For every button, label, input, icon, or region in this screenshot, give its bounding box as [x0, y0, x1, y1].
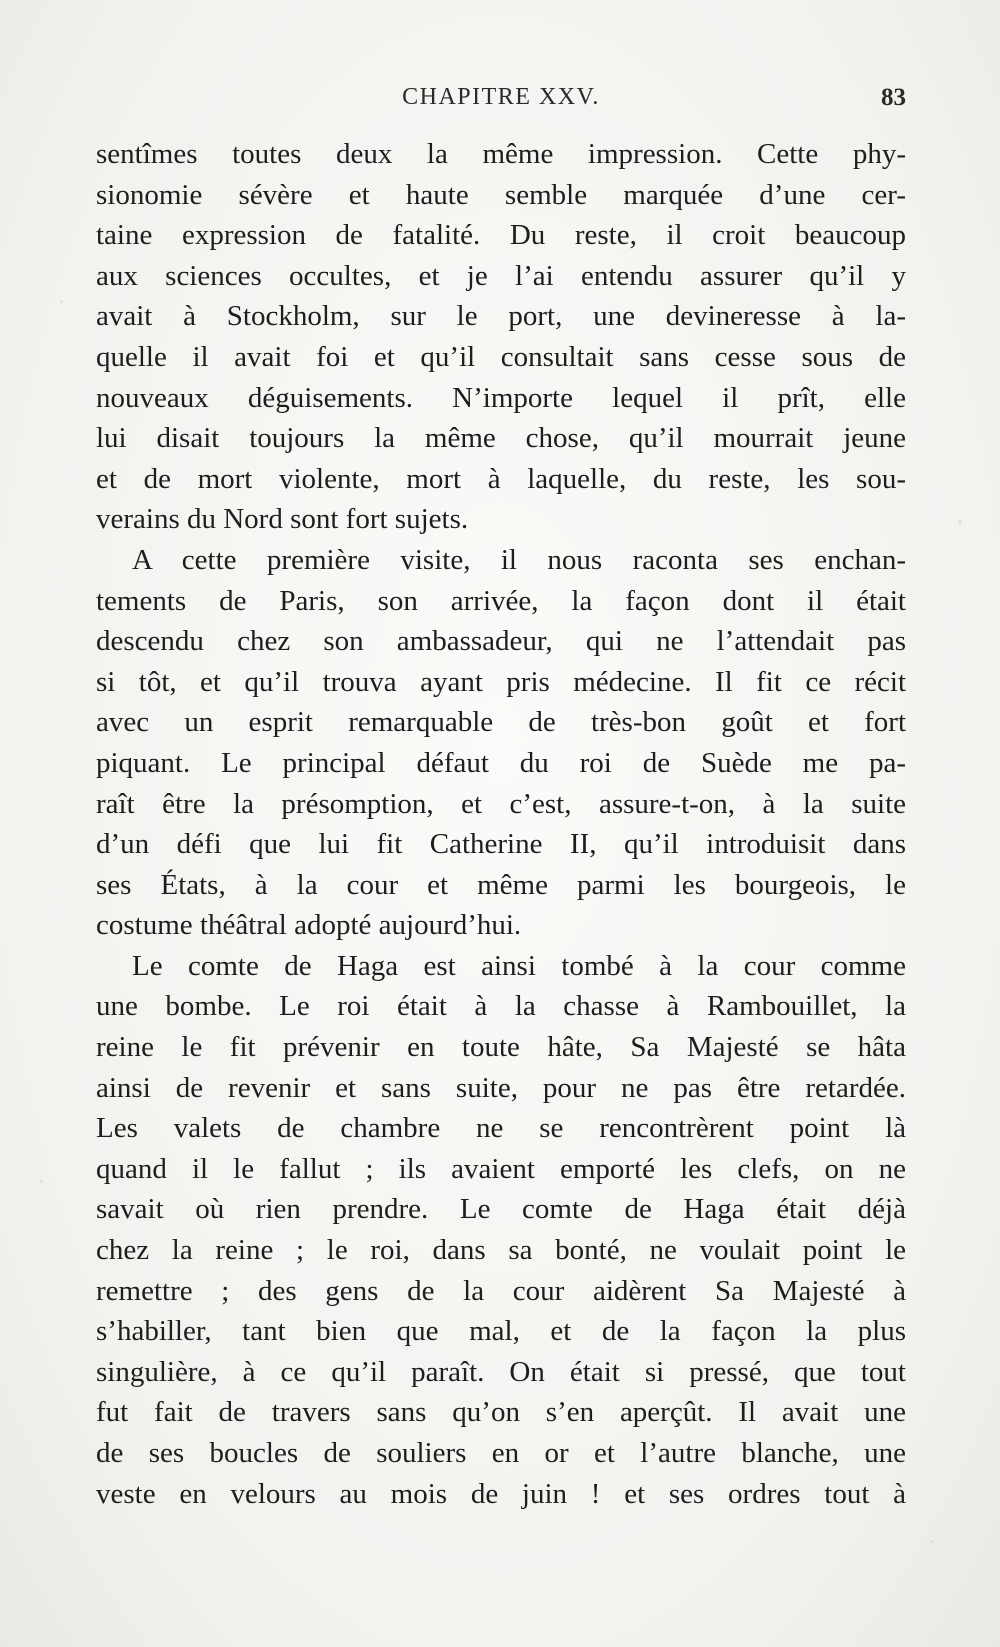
text-line: ainsi de revenir et sans suite, pour ne pas être retardée. [96, 1071, 906, 1104]
text-line: Le comte de Haga est ainsi tombé à la cour comme [132, 949, 906, 982]
text-line: sionomie sévère et haute semble marquée d’une cer- [96, 178, 906, 211]
text-line: ses États, à la cour et même parmi les bourgeois, le [96, 868, 906, 901]
chapter-title: CHAPITRE XXV. [402, 84, 600, 110]
text-line: singulière, à ce qu’il paraît. On était si pressé, que tout [96, 1355, 906, 1388]
text-line: descendu chez son ambassadeur, qui ne l’attendait pas [96, 625, 906, 658]
text-line: taine expression de fatalité. Du reste, il croit beaucoup [96, 219, 906, 252]
running-head [96, 84, 906, 120]
text-line: quelle il avait foi et qu’il consultait sans cesse sous de [96, 340, 906, 373]
text-line: de ses boucles de souliers en or et l’autre blanche, une [96, 1437, 906, 1469]
text-line: quand il le fallut ; ils avaient emporté les clefs, on ne [96, 1152, 906, 1185]
text-line: chez la reine ; le roi, dans sa bonté, ne voulait point le [96, 1234, 906, 1267]
text-line: fut fait de travers sans qu’on s’en aperçût. Il avait une [96, 1396, 906, 1429]
text-line: veste en velours au mois de juin ! et ses ordres tout à [96, 1477, 906, 1510]
text-line: avec un esprit remarquable de très-bon goût et fort [96, 706, 906, 739]
body-text [96, 134, 906, 1514]
text-line: lui disait toujours la même chose, qu’il mourrait jeune [96, 422, 906, 455]
text-line: si tôt, et qu’il trouva ayant pris médecine. Il fit ce récit [96, 665, 906, 698]
paper-speck [930, 1540, 933, 1543]
text-line: une bombe. Le roi était à la chasse à Rambouillet, la [96, 990, 906, 1023]
text-line: avait à Stockholm, sur le port, une devineresse à la- [96, 300, 906, 333]
text-line: piquant. Le principal défaut du roi de Suède me pa- [96, 746, 906, 779]
paper-speck [40, 1180, 43, 1183]
text-line: reine le fit prévenir en toute hâte, Sa Majesté se hâta [96, 1031, 906, 1064]
text-line: s’habiller, tant bien que mal, et de la façon la plus [96, 1315, 906, 1348]
text-line: et de mort violente, mort à laquelle, du reste, les sou- [96, 462, 906, 495]
text-line: raît être la présomption, et c’est, assure-t-on, à la suite [96, 787, 906, 820]
text-line: A cette première visite, il nous raconta ses enchan- [132, 543, 906, 576]
paper-speck [958, 520, 962, 524]
page-number: 83 [881, 84, 906, 111]
text-line: verains du Nord sont fort sujets. [96, 503, 469, 536]
text-line: savait où rien prendre. Le comte de Haga était déjà [96, 1193, 906, 1226]
text-line: remettre ; des gens de la cour aidèrent Sa Majesté à [96, 1274, 906, 1307]
paper-speck [60, 300, 63, 303]
text-line: aux sciences occultes, et je l’ai entendu assurer qu’il y [96, 259, 906, 292]
text-line: Les valets de chambre ne se rencontrèrent point là [96, 1112, 906, 1145]
text-line: tements de Paris, son arrivée, la façon dont il était [96, 584, 906, 617]
text-line: sentîmes toutes deux la même impression. Cette phy- [96, 138, 906, 170]
text-line: d’un défi que lui fit Catherine II, qu’il introduisit dans [96, 828, 906, 861]
text-line: nouveaux déguisements. N’importe lequel il prît, elle [96, 381, 906, 414]
text-line: costume théâtral adopté aujourd’hui. [96, 909, 522, 942]
